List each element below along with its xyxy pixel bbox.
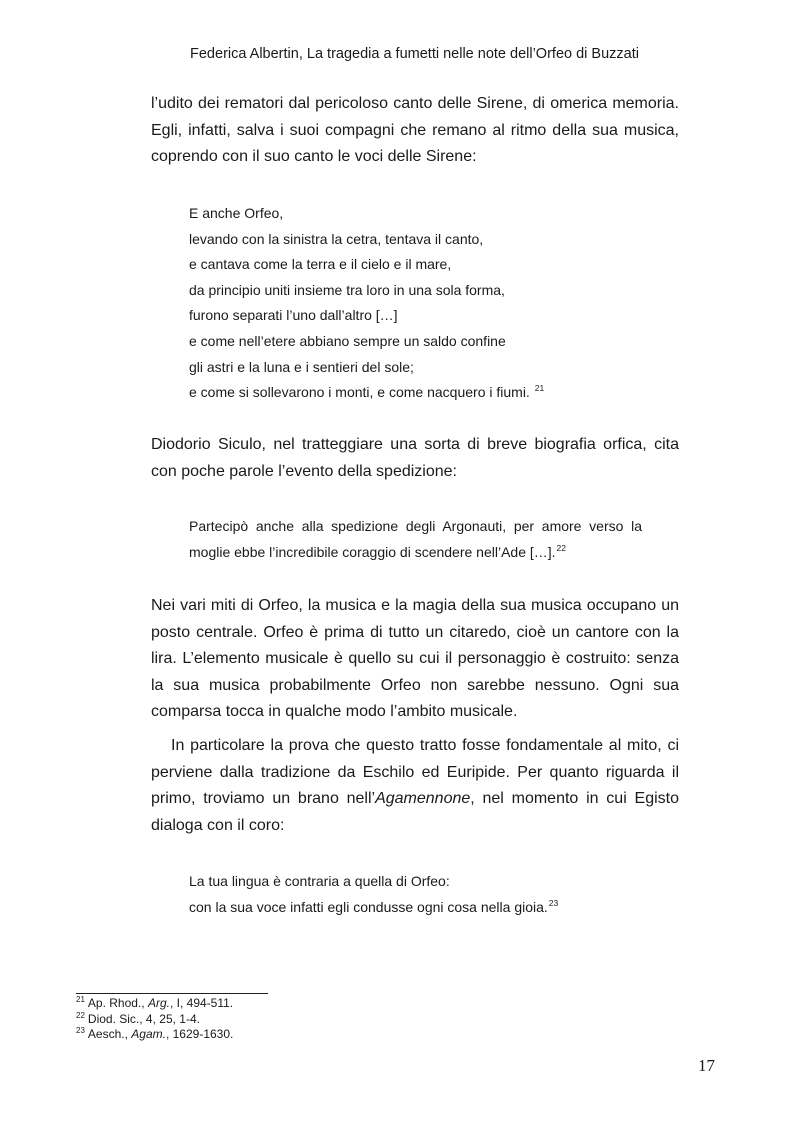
text-line: posto centrale. Orfeo è prima di tutto un citaredo, cioè un cantore con la <box>151 623 679 641</box>
text-segment: primo, troviamo un brano nell’ <box>151 790 376 808</box>
footnote-number: 23 <box>76 1026 85 1035</box>
verse-line: La tua lingua è contraria a quella di Orfeo: <box>189 873 450 889</box>
footnote-text: Diod. Sic., 4, 25, 1-4. <box>87 1011 200 1026</box>
verse-line: da principio uniti insieme tra loro in una sola forma, <box>189 281 505 298</box>
footnote-22 <box>76 1012 233 1028</box>
footnote-text: , I, 494-511. <box>169 996 234 1010</box>
footnote-ref-23: 23 <box>548 897 559 908</box>
footnote-text: Aesch., <box>87 1027 132 1041</box>
quote-text: moglie ebbe l’incredibile coraggio di scendere nell’Ade […]. <box>189 543 556 560</box>
text-line: In particolare la prova che questo tratto fosse fondamentale al mito, ci <box>171 737 679 754</box>
text-segment: , nel momento in cui Egisto <box>470 790 679 808</box>
quote-agamennone <box>189 869 659 920</box>
footnote-number: 21 <box>76 995 85 1004</box>
verse-line <box>189 380 659 406</box>
quote-diodorus <box>189 514 659 565</box>
footnote-number: 22 <box>76 1010 85 1020</box>
text-line: comparsa tocca in qualche modo l’ambito musicale. <box>151 703 518 721</box>
verse-line: e come nell’etere abbiano sempre un saldo confine <box>189 332 506 349</box>
verse-line: levando con la sinistra la cetra, tentava il canto, <box>189 230 484 247</box>
text-line: Egli, infatti, salva i suoi compagni che remano al ritmo della sua musica, <box>151 121 679 139</box>
paragraph-music <box>151 593 679 726</box>
text-line: perviene dalla tradizione da Eschilo ed Euripide. Per quanto riguarda il <box>151 763 679 781</box>
paragraph-eschilo <box>151 733 679 839</box>
text-line: l’udito dei rematori dal pericoloso canto delle Sirene, di omerica memoria. <box>151 95 679 112</box>
footnote-title: Agam. <box>131 1027 166 1041</box>
verse-text: e come si sollevarono i monti, e come nacquero i fiumi. <box>189 384 530 401</box>
footnote-title: Arg. <box>147 996 170 1010</box>
page-number: 17 <box>698 1056 715 1075</box>
quote-argonautica <box>189 201 659 406</box>
footnote-ref-22: 22 <box>556 542 567 553</box>
running-header: Federica Albertin, La tragedia a fumetti nelle note dell’Orfeo di Buzzati <box>190 46 639 62</box>
text-line: dialoga con il coro: <box>151 816 285 834</box>
text-line: coprendo con il suo canto le voci delle Sirene: <box>151 148 477 166</box>
verse-text: con la sua voce infatti egli condusse ogni cosa nella gioia. <box>189 898 548 915</box>
text-line: lira. L’elemento musicale è quello su cui il personaggio è costruito: senza <box>151 650 679 668</box>
footnote-ref-21: 21 <box>534 383 545 394</box>
work-title: Agamennone <box>375 790 471 808</box>
footnote-text: , 1629-1630. <box>165 1027 234 1041</box>
footnote-divider <box>76 993 268 994</box>
paragraph-sirens <box>151 91 679 171</box>
verse-line: E anche Orfeo, <box>189 205 284 221</box>
text-line: con poche parole l’evento della spedizione: <box>151 462 457 480</box>
footnote-text: Ap. Rhod., <box>87 996 148 1010</box>
text-line: la sua musica probabilmente Orfeo non sarebbe nessuno. Ogni sua <box>151 676 679 694</box>
quote-line <box>189 540 642 566</box>
text-line <box>151 786 679 813</box>
verse-line: furono separati l’uno dall’altro […] <box>189 307 398 324</box>
footnotes <box>76 996 233 1043</box>
footnote-21 <box>76 996 233 1012</box>
verse-line: e cantava come la terra e il cielo e il mare, <box>189 256 452 273</box>
footnote-23 <box>76 1027 233 1043</box>
text-line: Diodorio Siculo, nel tratteggiare una sorta di breve biografia orfica, cita <box>151 436 679 453</box>
text-line: Nei vari miti di Orfeo, la musica e la magia della sua musica occupano un <box>151 597 679 614</box>
verse-line: gli astri e la luna e i sentieri del sole; <box>189 358 414 375</box>
verse-line <box>189 895 659 921</box>
quote-line: Partecipò anche alla spedizione degli Argonauti, per amore verso la <box>189 518 642 534</box>
paragraph-diodorus <box>151 432 679 485</box>
